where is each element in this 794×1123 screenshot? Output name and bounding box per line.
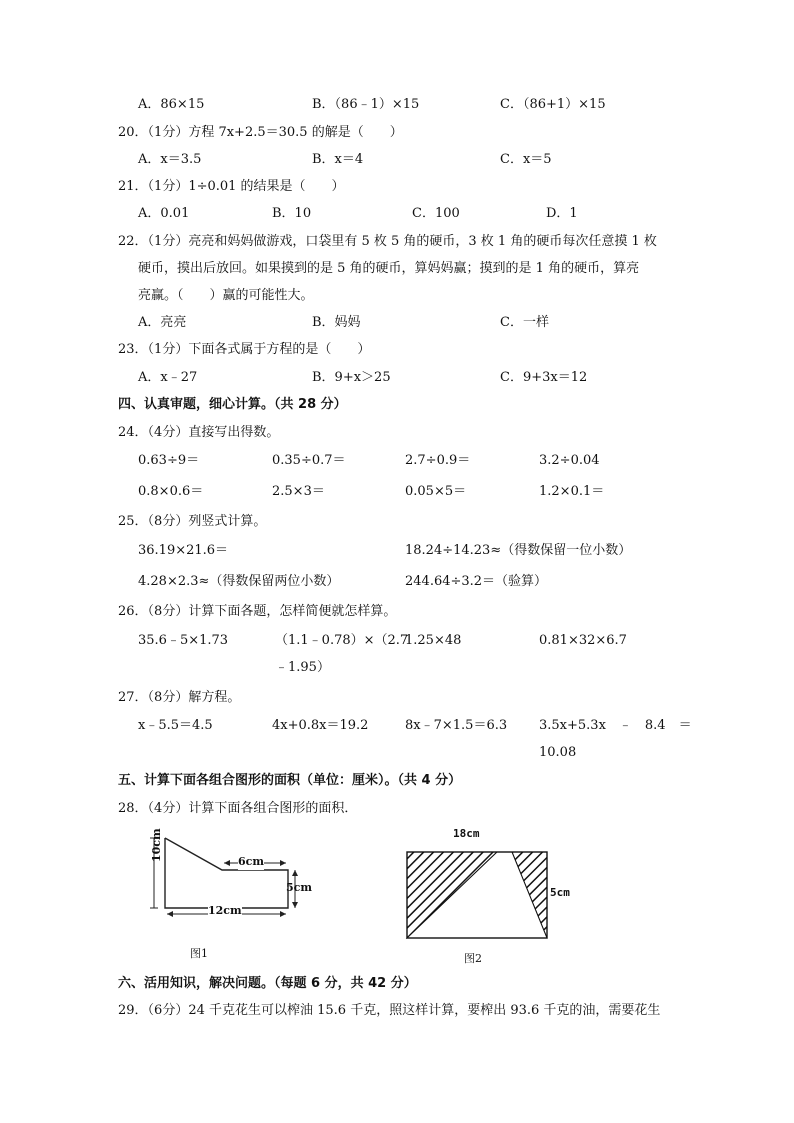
q26-stem: 26．（8分）计算下面各题，怎样简便就怎样算。	[118, 604, 397, 619]
section-6-heading: 六、活用知识，解决问题。（每题 6 分，共 42 分）	[118, 976, 417, 991]
q23-option-c: C．9+3x＝12	[500, 370, 588, 385]
q25-item: 244.64÷3.2＝（验算）	[405, 574, 548, 589]
q22-option-c: C．一样	[500, 315, 549, 330]
figure-2-diagram	[400, 845, 555, 945]
q26-item: 0.81×32×6.7	[539, 633, 627, 648]
q24-item: 1.2×0.1＝	[539, 484, 605, 499]
fig2-caption: 图2	[464, 952, 482, 965]
fig1-label-12cm: 12cm	[208, 904, 242, 917]
q21-stem: 21．（1分）1÷0.01 的结果是（ ）	[118, 179, 345, 194]
q24-item: 2.7÷0.9＝	[405, 453, 471, 468]
q27-item: 4x+0.8x＝19.2	[272, 718, 369, 733]
q27-item-cont: 10.08	[539, 745, 577, 760]
q24-item: 0.35÷0.7＝	[272, 453, 346, 468]
section-5-heading: 五、计算下面各组合图形的面积（单位：厘米）。（共 4 分）	[118, 773, 462, 788]
q25-item: 36.19×21.6＝	[138, 543, 229, 558]
fig2-label-5cm: 5cm	[550, 886, 570, 899]
q27-stem: 27．（8分）解方程。	[118, 690, 241, 705]
q21-option-b: B．10	[272, 206, 312, 221]
q26-item: （1.1﹣0.78）×（2.7	[275, 633, 409, 648]
q29-text: 29．（6分）24 千克花生可以榨油 15.6 千克，照这样计算，要榨出 93.6 千克的油，需要花生	[118, 1003, 661, 1018]
q22-line2: 硬币，摸出后放回。如果摸到的是 5 角的硬币，算妈妈赢；摸到的是 1 角的硬币，算亮	[138, 261, 640, 276]
q20-option-c: C．x＝5	[500, 152, 552, 167]
q26-item: 1.25×48	[405, 633, 462, 648]
q27-item: 3.5x+5.3x ﹣ 8.4 ＝	[539, 718, 692, 733]
q22-option-a: A．亮亮	[138, 315, 187, 330]
fig1-label-5cm: 5cm	[286, 881, 312, 894]
q21-option-d: D．1	[546, 206, 578, 221]
q26-item-cont: ﹣1.95）	[275, 660, 330, 675]
q24-item: 0.05×5＝	[405, 484, 467, 499]
q21-option-c: C．100	[412, 206, 460, 221]
q25-item: 18.24÷14.23≈（得数保留一位小数）	[405, 543, 632, 558]
q20-stem: 20．（1分）方程 7x+2.5＝30.5 的解是（ ）	[118, 125, 403, 140]
q22-line1: 22．（1分）亮亮和妈妈做游戏，口袋里有 5 枚 5 角的硬币，3 枚 1 角的硬币每次任意摸 1 枚	[118, 234, 657, 249]
q24-item: 2.5×3＝	[272, 484, 325, 499]
q22-option-b: B．妈妈	[312, 315, 361, 330]
fig1-caption: 图1	[190, 947, 208, 960]
q19-option-a: A．86×15	[138, 97, 205, 112]
q27-item: 8x﹣7×1.5＝6.3	[405, 718, 508, 733]
q27-item: x﹣5.5＝4.5	[138, 718, 213, 733]
q19-option-b: B．（86﹣1）×15	[312, 97, 420, 112]
section-4-heading: 四、认真审题，细心计算。（共 28 分）	[118, 397, 347, 412]
q22-line3: 亮赢。（ ）赢的可能性大。	[138, 288, 314, 303]
fig1-label-10cm: 10cm	[150, 828, 163, 862]
q23-option-b: B．9+x＞25	[312, 370, 391, 385]
q26-item: 35.6﹣5×1.73	[138, 633, 229, 648]
q24-item: 3.2÷0.04	[539, 453, 600, 468]
q24-stem: 24．（4分）直接写出得数。	[118, 425, 280, 440]
q21-option-a: A．0.01	[138, 206, 190, 221]
fig1-label-6cm: 6cm	[238, 855, 264, 868]
q20-option-b: B．x＝4	[312, 152, 364, 167]
fig2-label-18cm: 18cm	[453, 827, 480, 840]
q19-option-c: C．（86+1）×15	[500, 97, 606, 112]
q25-item: 4.28×2.3≈（得数保留两位小数）	[138, 574, 340, 589]
q23-stem: 23．（1分）下面各式属于方程的是（ ）	[118, 342, 371, 357]
q20-option-a: A．x＝3.5	[138, 152, 202, 167]
q25-stem: 25．（8分）列竖式计算。	[118, 514, 267, 529]
q28-stem: 28．（4分）计算下面各组合图形的面积．	[118, 801, 358, 816]
q24-item: 0.8×0.6＝	[138, 484, 204, 499]
q23-option-a: A．x﹣27	[138, 370, 198, 385]
q24-item: 0.63÷9＝	[138, 453, 200, 468]
